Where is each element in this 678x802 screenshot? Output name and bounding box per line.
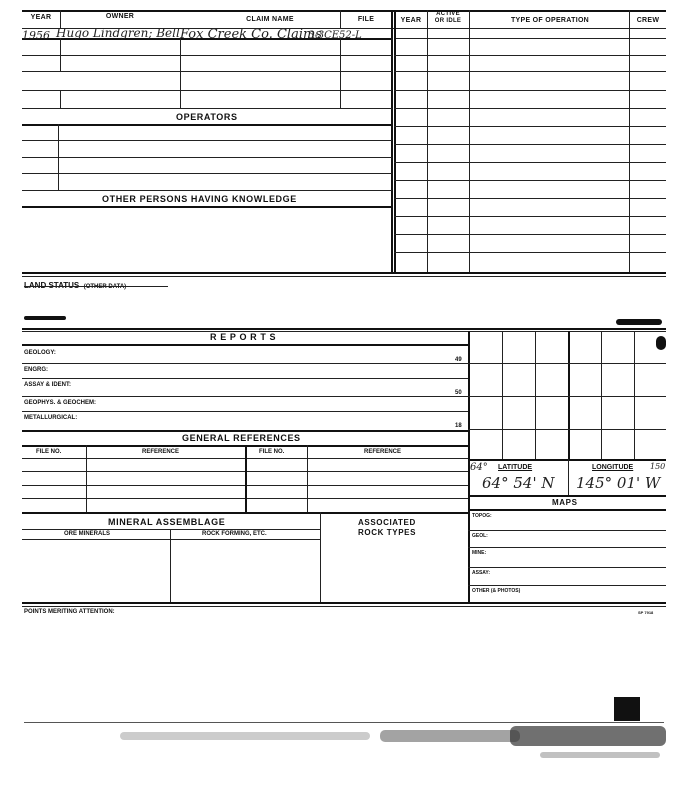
maps-mine: MINE:	[472, 550, 487, 556]
handwritten-claim-name: Fox Creek Co. Claims	[180, 27, 322, 42]
active-idle-header-2: OR IDLE	[434, 18, 462, 24]
maps-other: OTHER (& PHOTOS)	[472, 588, 521, 594]
report-metallurgical-label: METALLURGICAL:	[24, 415, 78, 421]
year-header: YEAR	[30, 14, 52, 21]
maps-topog: TOPOG:	[472, 513, 492, 519]
claim-name-header: CLAIM NAME	[246, 16, 294, 23]
other-persons-title: OTHER PERSONS HAVING KNOWLEDGE	[102, 194, 297, 204]
general-references-title: GENERAL REFERENCES	[182, 433, 301, 443]
year2-header: YEAR	[400, 17, 422, 24]
ore-minerals-header: ORE MINERALS	[64, 531, 111, 537]
associated-rock-types-2: ROCK TYPES	[358, 528, 417, 537]
gen-ref-file-no-2: FILE NO.	[259, 449, 285, 455]
maps-geol: GEOL:	[472, 533, 488, 539]
reports-title: R E P O R T S	[210, 332, 277, 342]
longitude-suffix: 150	[650, 462, 666, 471]
gen-ref-reference-2: REFERENCE	[364, 449, 402, 455]
handwritten-file: 3-3CE52-L	[308, 30, 362, 41]
report-geology-label: GEOLOGY:	[24, 350, 56, 356]
longitude-value: 145° 01' W	[576, 474, 661, 492]
associated-rock-types-1: ASSOCIATED	[358, 518, 416, 527]
gen-ref-file-no-1: FILE NO.	[36, 449, 62, 455]
type-of-operation-header: TYPE OF OPERATION	[510, 17, 590, 24]
report-metallurgical-num: 18	[455, 423, 462, 429]
rock-forming-header: ROCK FORMING, ETC.	[202, 531, 267, 537]
report-engrg-label: ENGRG:	[24, 367, 48, 373]
land-status-title: LAND STATUS	[24, 281, 80, 290]
scan-smudge	[120, 732, 370, 740]
points-meriting-attention: POINTS MERITING ATTENTION:	[24, 609, 115, 615]
mineral-assemblage-title: MINERAL ASSEMBLAGE	[108, 517, 226, 527]
report-assay-num: 50	[455, 390, 462, 396]
report-assay-label: ASSAY & IDENT:	[24, 382, 72, 388]
maps-title: MAPS	[552, 498, 578, 507]
handwritten-owner: Hugo Lindgren; Bell	[56, 26, 180, 40]
land-status-subtitle: (OTHER DATA)	[83, 284, 127, 290]
gen-ref-reference-1: REFERENCE	[142, 449, 180, 455]
maps-assay: ASSAY:	[472, 570, 491, 576]
scan-artifact-block	[614, 697, 640, 721]
report-geology-num: 49	[455, 357, 462, 363]
active-idle-header-1: ACTIVE	[436, 11, 460, 17]
handwritten-year: 1956	[22, 29, 50, 42]
operators-title: OPERATORS	[176, 112, 238, 122]
file-header: FILE	[357, 16, 375, 23]
crew-header: CREW	[636, 17, 660, 24]
form-number: SP 7918	[638, 610, 654, 615]
longitude-label: LONGITUDE	[592, 464, 634, 471]
latitude-prefix: 64°	[470, 462, 488, 473]
owner-header: OWNER	[105, 13, 135, 20]
latitude-value: 64° 54' N	[482, 474, 555, 492]
latitude-label: LATITUDE	[498, 464, 533, 471]
report-geophys-label: GEOPHYS. & GEOCHEM:	[24, 400, 97, 406]
